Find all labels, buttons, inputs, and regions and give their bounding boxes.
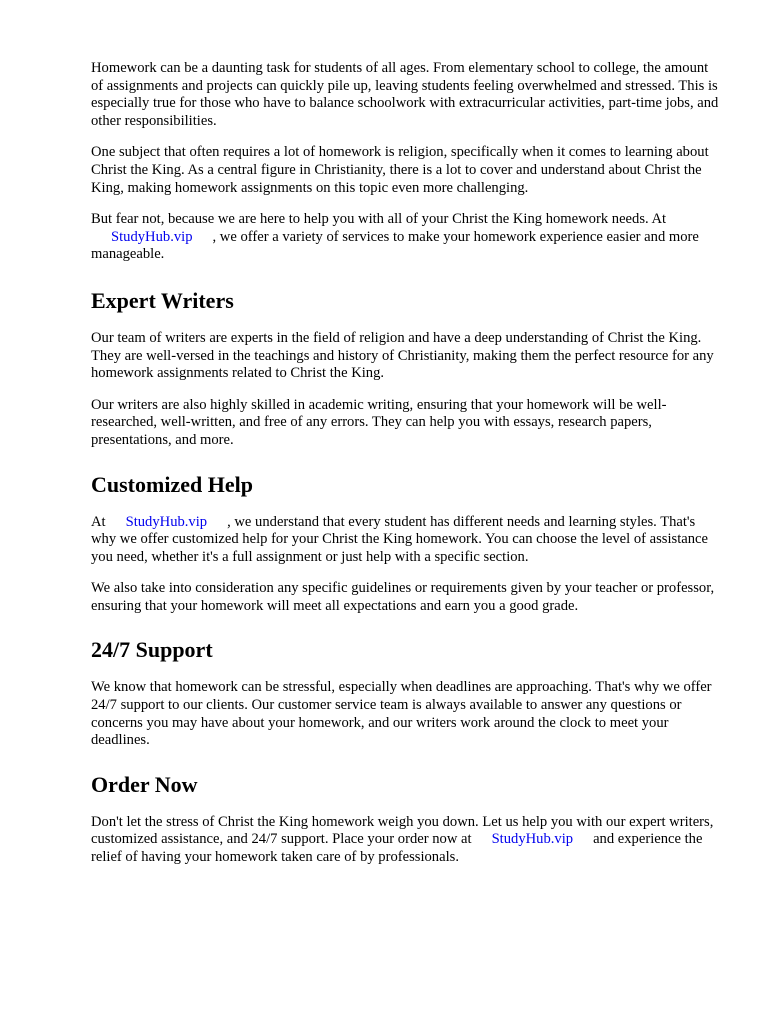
intro-paragraph-3-text-before: But fear not, because we are here to help you with all of your Christ the King homework needs. At xyxy=(91,211,667,228)
support-heading: 24/7 Support xyxy=(91,637,213,663)
expert-writers-heading: Expert Writers xyxy=(91,287,234,313)
intro-paragraph-1: Homework can be a daunting task for students of all ages. From elementary school to college, the amount of assignments and projects can quickly pile up, leaving students feeling overwhelmed and stressed. This is especially true for those who have to balance schoolwork with extracurricular activities, part-time jobs, and other responsibilities. xyxy=(91,60,719,129)
intro-paragraph-3 xyxy=(91,211,721,264)
customized-help-text-before: At xyxy=(91,513,106,530)
customized-help-text-after: , we understand that every student has different needs and learning styles. That's why we offer customized help for your Christ the King homework. You can choose the level of assistance you need, whether it's a full assignment or just help with a specific section. xyxy=(91,513,708,565)
customized-help-paragraph-1 xyxy=(91,514,721,567)
intro-paragraph-3-text-after: , we offer a variety of services to make your homework experience easier and more manageable. xyxy=(91,228,699,263)
studyhub-link-order[interactable]: StudyHub.vip xyxy=(491,831,574,848)
order-now-paragraph-1 xyxy=(91,814,721,867)
customized-help-paragraph-2: We also take into consideration any specific guidelines or requirements given by your teacher or professor, ensuring that your homework will meet all expectations and earn you a good grade. xyxy=(91,580,715,614)
order-now-heading: Order Now xyxy=(91,771,198,797)
customized-help-heading: Customized Help xyxy=(91,471,253,497)
order-now-text-before: Don't let the stress of Christ the King homework weigh you down. Let us help you with our expert writers, customized assistance, and 24/7 support. Place your order now at xyxy=(91,813,714,848)
order-now-text-after: and experience the relief of having your homework taken care of by professionals. xyxy=(91,831,703,866)
studyhub-link-intro[interactable]: StudyHub.vip xyxy=(111,228,193,245)
expert-writers-paragraph-2: Our writers are also highly skilled in academic writing, ensuring that your homework will be well-researched, well-written, and free of any errors. They can help you with essays, research papers, presentations, and more. xyxy=(91,396,667,448)
support-paragraph-1: We know that homework can be stressful, especially when deadlines are approaching. That's why we offer 24/7 support to our clients. Our customer service team is always available to answer any questions or concerns you may have about your homework, and our writers work around the clock to meet your deadlines. xyxy=(91,679,712,749)
document-body xyxy=(91,60,721,881)
studyhub-link-customized[interactable]: StudyHub.vip xyxy=(125,513,208,530)
expert-writers-paragraph-1: Our team of writers are experts in the field of religion and have a deep understanding of Christ the King. They are well-versed in the teachings and history of Christianity, making them the perfect resource for any homework assignments related to Christ the King. xyxy=(91,329,714,382)
intro-paragraph-2: One subject that often requires a lot of homework is religion, specifically when it comes to learning about Christ the King. As a central figure in Christianity, there is a lot to cover and understand about Christ the King, making homework assignments on this topic even more challenging. xyxy=(91,144,709,196)
